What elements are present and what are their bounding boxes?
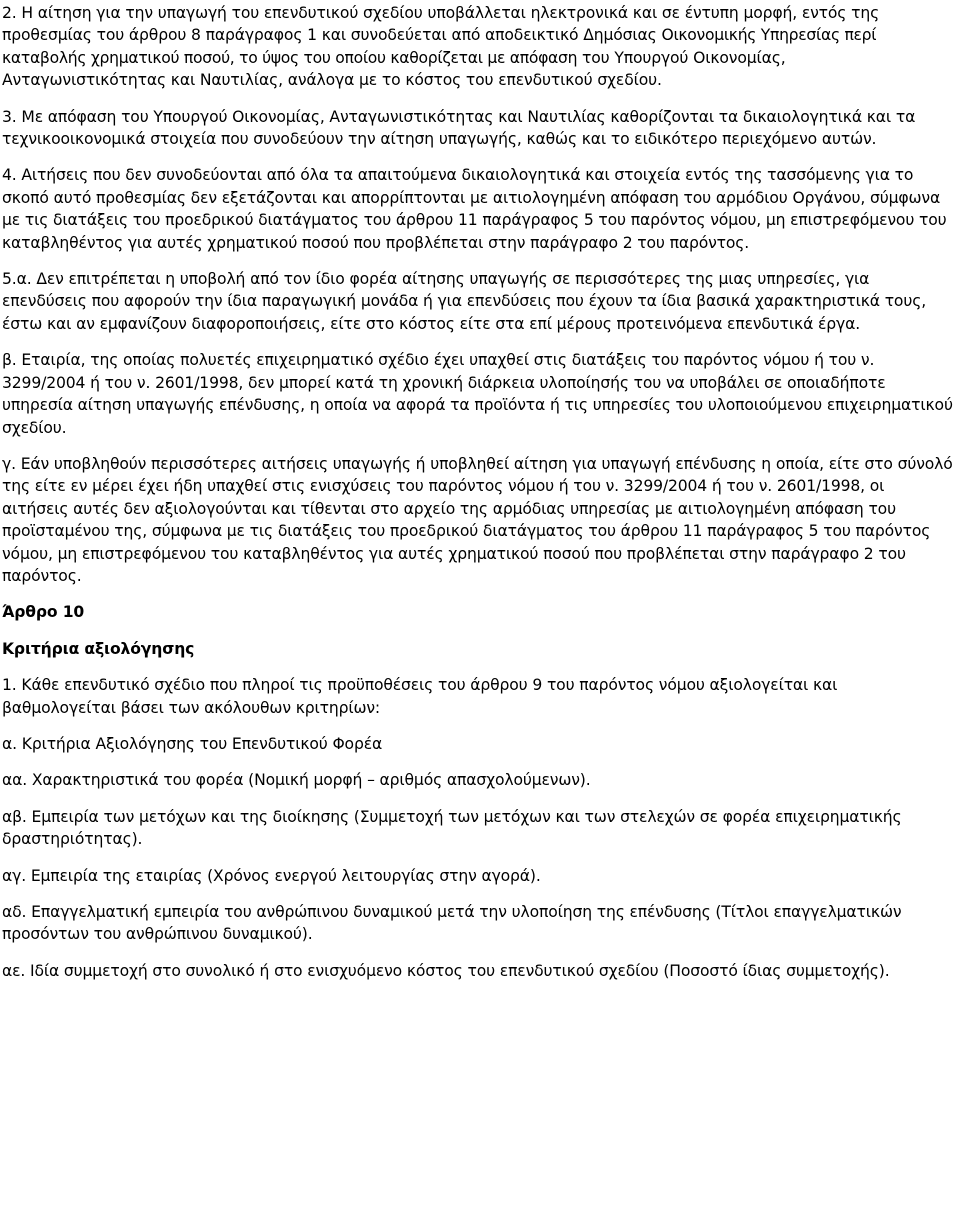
paragraph-5b: β. Εταιρία, της οποίας πολυετές επιχειρηματικό σχέδιο έχει υπαχθεί στις διατάξεις του παρόντος νόμου ή του ν. 3299/2004 ή του ν. 2601/1998, δεν μπορεί κατά τη χρονική διάρκεια υλοποίησής του να υποβάλει σε οποιαδήποτε υπηρεσία αίτηση υπαγωγής επένδυσης, η οποία να αφορά τα προϊόντα ή τις υπηρεσίες του υλοποιούμενου επιχειρηματικού σχεδίου. — [2, 351, 953, 437]
paragraph-2-text-part-3: του Υπουργού Οικονομίας, Ανταγωνιστικότητας και Ναυτιλίας, ανάλογα με το κόστος του επενδυτικού σχεδίου. — [2, 48, 786, 90]
paragraph-4: 4. Αιτήσεις που δεν συνοδεύονται από όλα τα απαιτούμενα δικαιολογητικά και στοιχεία εντός της τασσόμενης για το σκοπό αυτό προθεσμίας δεν εξετάζονται και απορρίπτονται με αιτιολογημένη απόφαση του αρμόδιου Οργάνου, σύμφωνα με τις διατάξεις του προεδρικού διατάγματος του άρθρου 11 παράγραφος 5 του παρόντος νόμου, μη επιστρεφόμενου του καταβληθέντος για αυτές χρηματικού ποσού που προβλέπεται στην παράγραφο 2 του παρόντος. — [2, 166, 947, 252]
document-body — [2, 2, 954, 996]
criterion-ag: αγ. Εμπειρία της εταιρίας (Χρόνος ενεργού λειτουργίας στην αγορά). — [2, 866, 541, 885]
article-number-heading: Άρθρο 10 — [2, 603, 85, 622]
paragraph-5c: γ. Εάν υποβληθούν περισσότερες αιτήσεις υπαγωγής ή υποβληθεί αίτηση για υπαγωγή επένδυσης η οποία, είτε στο σύνολό της είτε εν μέρει έχει ήδη υπαχθεί στις ενισχύσεις του παρόντος νόμου ή του ν. 3299/2004 ή του ν. 2601/1998, οι αιτήσεις αυτές δεν αξιολογούνται και τίθενται στο αρχείο της αρμόδιας υπηρεσίας με αιτιολογημένη απόφαση του προϊσταμένου της, σύμφωνα με τις διατάξεις του προεδρικού διατάγματος του άρθρου 11 παράγραφος 5 του παρόντος νόμου, μη επιστρεφόμενου του καταβληθέντος για αυτές χρηματικού ποσού που προβλέπεται στην παράγραφο 2 του παρόντος. — [2, 454, 953, 585]
article-title-heading: Κριτήρια αξιολόγησης — [2, 639, 195, 658]
criterion-ab: αβ. Εμπειρία των μετόχων και της διοίκησης (Συμμετοχή των μετόχων και των στελεχών σε φορέα επιχειρηματικής δραστηριότητας). — [2, 807, 902, 849]
criterion-a: α. Κριτήρια Αξιολόγησης του Επενδυτικού Φορέα — [2, 734, 383, 753]
criteria-intro: 1. Κάθε επενδυτικό σχέδιο που πληροί τις προϋποθέσεις του άρθρου 9 του παρόντος νόμου αξιολογείται και βαθμολογείται βάσει των ακόλουθων κριτηρίων: — [2, 676, 838, 717]
paragraph-5a: 5.α. Δεν επιτρέπεται η υποβολή από τον ίδιο φορέα αίτησης υπαγωγής σε περισσότερες της μιας υπηρεσίες, για επενδύσεις που αφορούν την ίδια παραγωγική μονάδα ή για επενδύσεις που έχουν τα ίδια βασικά χαρακτηριστικά τους, έστω και αν εμφανίζουν διαφοροποιήσεις, είτε στο κόστος είτε στα επί μέρους προτεινόμενα επενδυτικά έργα. — [2, 270, 927, 333]
criterion-ad: αδ. Επαγγελματική εμπειρία του ανθρώπινου δυναμικού μετά την υλοποίηση της επένδυσης (Τίτλοι επαγγελματικών προσόντων του ανθρώπινου δυναμικού). — [2, 903, 902, 944]
criterion-ae: αε. Ιδία συμμετοχή στο συνολικό ή στο ενισχυόμενο κόστος του επενδυτικού σχεδίου (Ποσοστό ίδιας συμμετοχής). — [2, 961, 890, 980]
paragraph-2-text-part-2: Οικονομικής Υπηρεσίας περί καταβολής χρηματικού ποσού, το ύψος του οποίου καθορίζεται με απόφαση — [2, 26, 877, 67]
paragraph-2 — [2, 2, 954, 92]
paragraph-2-text-part-1: 2. Η αίτηση για την υπαγωγή του επενδυτικού σχεδίου υποβάλλεται ηλεκτρονικά και σε έντυπη μορφή, εντός της προθεσμίας του άρθρου 8 παράγραφος 1 και συνοδεύεται από αποδεικτικό Δημόσιας — [2, 4, 880, 45]
criterion-aa: αα. Χαρακτηριστικά του φορέα (Νομική μορφή – αριθμός απασχολούμενων). — [2, 771, 591, 790]
paragraph-3: 3. Με απόφαση του Υπουργού Οικονομίας, Ανταγωνιστικότητας και Ναυτιλίας καθορίζονται τα δικαιολογητικά και τα τεχνικοοικονομικά στοιχεία που συνοδεύουν την αίτηση υπαγωγής, καθώς και το ειδικότερο περιεχόμενο αυτών. — [2, 107, 916, 149]
